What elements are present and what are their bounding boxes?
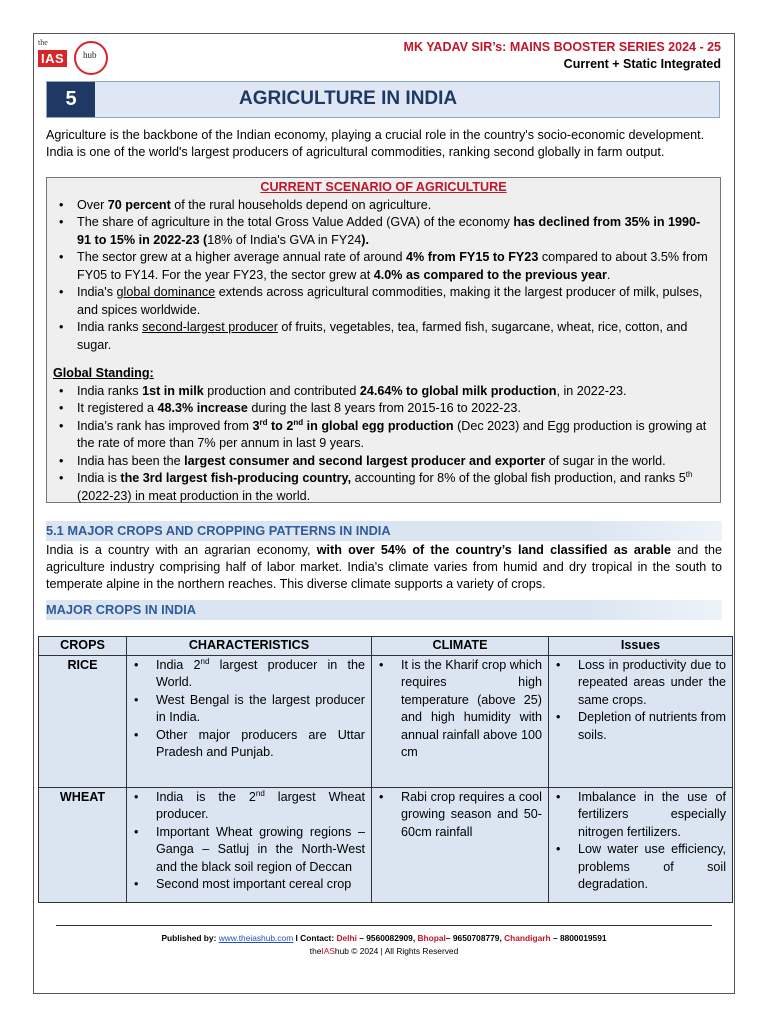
list-item: • India's global dominance extends across agricultural commodities, making it the largest producer of milk, pulses, and spices worldwide. — [53, 284, 714, 319]
climate-cell — [372, 655, 549, 787]
series-title: MK YADAV SIR’s: MAINS BOOSTER SERIES 2024 - 25 — [403, 40, 721, 54]
global-standing-title: Global Standing: — [53, 366, 154, 380]
crop-name: RICE — [39, 655, 127, 787]
characteristics-cell — [127, 655, 372, 787]
climate-cell — [372, 787, 549, 902]
current-scenario-box — [46, 177, 721, 503]
list-item: • West Bengal is the largest producer in India. — [129, 692, 365, 727]
table-row — [39, 787, 733, 902]
chapter-number: 5 — [47, 82, 95, 117]
footer-divider — [56, 925, 712, 926]
list-item: • The sector grew at a higher average annual rate of around 4% from FY15 to FY23 compared to about 3.5% from FY05 to FY14. For the year FY23, the sector grew at 4.0% as compared to the previous year. — [53, 249, 714, 284]
footer-copyright: theIAShub © 2024 | All Rights Reserved — [309, 946, 459, 956]
header-characteristics: CHARACTERISTICS — [127, 637, 372, 656]
header-climate: CLIMATE — [372, 637, 549, 656]
footer-contact: Published by: www.theiashub.com I Contact: Delhi – 9560082909, Bhopal– 9650708779, Chandigarh – 8800019591 — [161, 933, 607, 943]
list-item: • India’s rank has improved from 3rd to 2nd in global egg production (Dec 2023) and Egg production is growing at the rate of more than 7% per annum in last 9 years. — [53, 418, 714, 453]
ias-hub-logo — [36, 38, 112, 80]
list-item: • India ranks 1st in milk production and contributed 24.64% to global milk production, in 2022-23. — [53, 383, 714, 401]
scenario-heading: CURRENT SCENARIO OF AGRICULTURE — [260, 180, 507, 194]
series-subtitle: Current + Static Integrated — [563, 57, 721, 71]
list-item: • Imbalance in the use of fertilizers especially nitrogen fertilizers. — [551, 789, 726, 842]
list-item: • India has been the largest consumer and second largest producer and exporter of sugar in the world. — [53, 453, 714, 471]
section-paragraph: India is a country with an agrarian economy, with over 54% of the country’s land classified as arable and the agriculture industry comprising half of labor market. India's climate varies from humid and dry tropical in the south to temperate alpine in the northern reaches. This diverse climate supports a variety of crops. — [46, 543, 722, 591]
list-item: • Loss in productivity due to repeated areas under the same crops. — [551, 657, 726, 710]
section-heading-major-crops: MAJOR CROPS IN INDIA — [46, 600, 722, 620]
chapter-banner — [46, 81, 720, 118]
table-row — [39, 655, 733, 787]
chapter-title: AGRICULTURE IN INDIA — [239, 88, 458, 109]
scenario-list — [53, 197, 714, 355]
list-item: • Depletion of nutrients from soils. — [551, 709, 726, 744]
list-item: • Over 70 percent of the rural households depend on agriculture. — [53, 197, 714, 215]
list-item: • The share of agriculture in the total Gross Value Added (GVA) of the economy has declined from 35% in 1990-91 to 15% in 2022-23 (18% of India's GVA in FY24). — [53, 214, 714, 249]
website-link[interactable]: www.theiashub.com — [218, 933, 294, 943]
global-standing-list — [53, 383, 714, 506]
list-item: • India is the 2nd largest Wheat producer. — [129, 789, 365, 824]
list-item: • India 2nd largest producer in the World. — [129, 657, 365, 692]
crops-table — [38, 636, 733, 903]
logo-ias: IAS — [38, 50, 67, 67]
list-item: • Low water use efficiency, problems of soil degradation. — [551, 841, 726, 894]
intro-paragraph: Agriculture is the backbone of the Indian economy, playing a crucial role in the country's socio-economic development. India is one of the world's largest producers of agricultural commodities, ranking second globally in farm output. — [46, 128, 705, 159]
logo-the: the — [38, 38, 48, 47]
list-item: • India ranks second-largest producer of fruits, vegetables, tea, farmed fish, sugarcane, wheat, rice, cotton, and sugar. — [53, 319, 714, 354]
issues-cell — [549, 787, 733, 902]
issues-cell — [549, 655, 733, 787]
characteristics-cell — [127, 787, 372, 902]
header-issues: Issues — [549, 637, 733, 656]
list-item: • India is the 3rd largest fish-producing country, accounting for 8% of the global fish production, and ranks 5th (2022-23) in meat production in the world. — [53, 470, 714, 505]
header-right — [404, 40, 721, 71]
list-item: • It registered a 48.3% increase during the last 8 years from 2015-16 to 2022-23. — [53, 400, 714, 418]
crop-name: WHEAT — [39, 787, 127, 902]
list-item: • Other major producers are Uttar Pradesh and Punjab. — [129, 727, 365, 762]
list-item: • Rabi crop requires a cool growing season and 50-60cm rainfall — [374, 789, 542, 842]
logo-hub: hub — [83, 50, 97, 60]
section-heading-major-crops-patterns: 5.1 MAJOR CROPS AND CROPPING PATTERNS IN INDIA — [46, 521, 722, 541]
list-item: • Second most important cereal crop — [129, 876, 365, 894]
list-item: • It is the Kharif crop which requires high temperature (above 25) and high humidity with annual rainfall above 100 cm — [374, 657, 542, 762]
table-header-row — [39, 637, 733, 656]
header-crops: CROPS — [39, 637, 127, 656]
list-item: • Important Wheat growing regions – Ganga – Satluj in the North-West and the black soil region of Deccan — [129, 824, 365, 877]
